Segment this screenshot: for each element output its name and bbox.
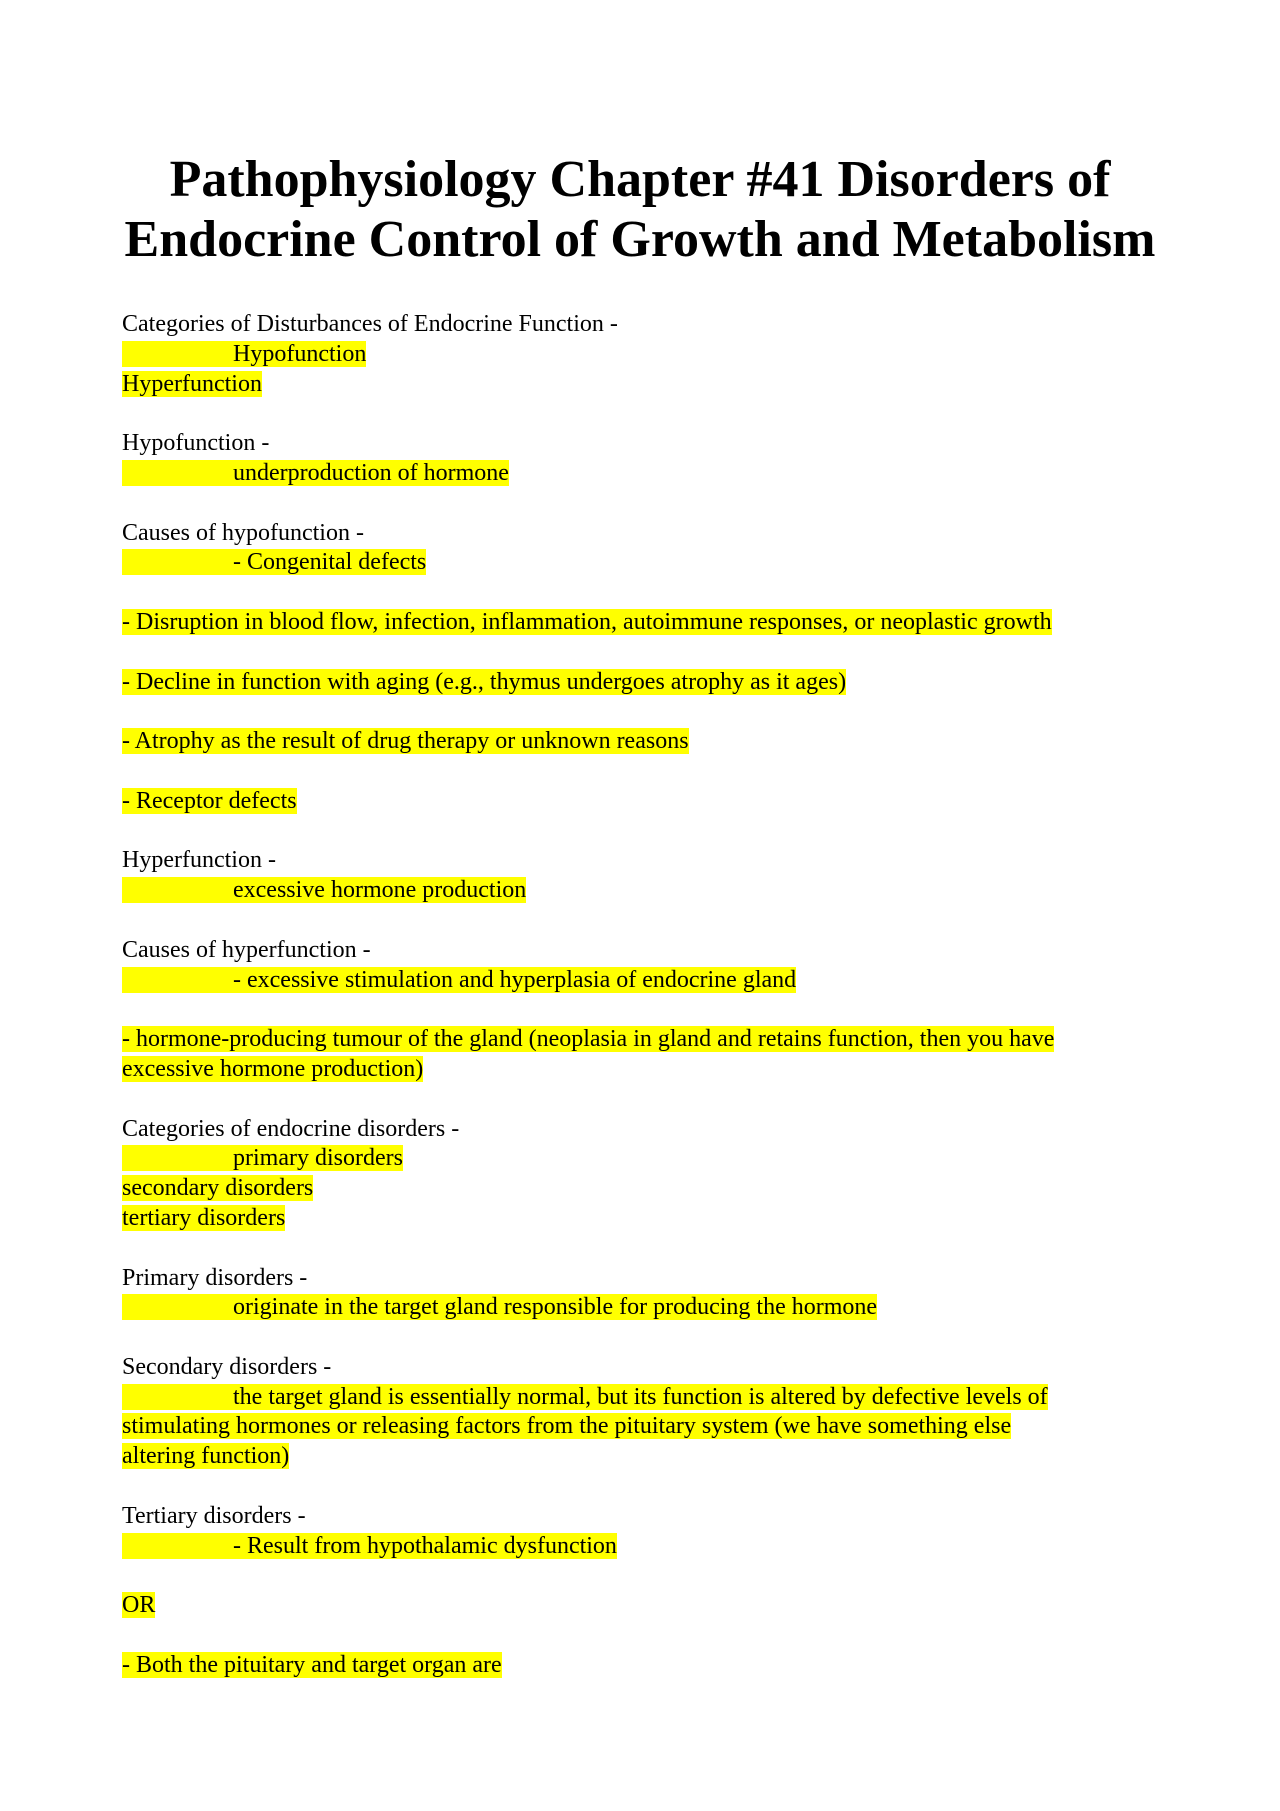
answer-line [122, 787, 1162, 817]
answer-line [122, 1144, 1162, 1174]
highlighted-answer [122, 967, 796, 993]
answer-text: excessive hormone production [233, 877, 527, 904]
answer-line [122, 1174, 1162, 1204]
highlighted-answer [122, 1026, 1054, 1052]
answer-line [122, 1383, 1162, 1413]
highlighted-answer [122, 1175, 313, 1201]
document-title [0, 150, 1280, 270]
question-line: Categories of endocrine disorders - [122, 1115, 460, 1142]
title-line-1: Pathophysiology Chapter #41 Disorders of [169, 151, 1111, 208]
answer-text: altering function) [122, 1443, 290, 1470]
answer-text: - Result from hypothalamic dysfunction [233, 1532, 617, 1559]
blank-line [122, 1621, 1162, 1651]
highlighted-answer [122, 788, 297, 814]
answer-text: - Disruption in blood flow, infection, inflammation, autoimmune responses, or neoplastic growth [122, 608, 1052, 635]
section-gap [122, 1234, 1162, 1264]
answer-line [122, 1591, 1162, 1621]
highlighted-answer [122, 669, 846, 695]
answer-text: Hyperfunction [122, 370, 262, 397]
highlighted-answer [122, 1205, 285, 1231]
section-gap [122, 1472, 1162, 1502]
highlighted-answer [122, 1533, 617, 1559]
question-line: Causes of hyperfunction - [122, 936, 371, 963]
highlighted-answer [122, 1592, 155, 1618]
answer-text: tertiary disorders [122, 1204, 286, 1231]
answer-text: stimulating hormones or releasing factors from the pituitary system (we have something else [122, 1413, 1012, 1440]
answer-text: originate in the target gland responsible for producing the hormone [233, 1294, 878, 1321]
answer-line [122, 370, 1162, 400]
answer-line [122, 459, 1162, 489]
answer-text: excessive hormone production) [122, 1055, 424, 1082]
question-line: Categories of Disturbances of Endocrine Function - [122, 311, 618, 337]
answer-line [122, 1651, 1162, 1681]
blank-line [122, 638, 1162, 668]
answer-line [122, 876, 1162, 906]
highlighted-answer [122, 609, 1052, 635]
title-line-2: Endocrine Control of Growth and Metabolism [124, 211, 1156, 268]
answer-text: - Both the pituitary and target organ are [122, 1651, 502, 1678]
highlighted-answer [122, 728, 689, 754]
answer-text: - Receptor defects [122, 787, 297, 814]
answer-line [122, 966, 1162, 996]
document-body [122, 310, 1162, 1681]
question-line: Hyperfunction - [122, 847, 276, 874]
highlighted-answer [122, 1145, 403, 1171]
answer-text: OR [122, 1592, 156, 1619]
highlighted-answer [122, 1056, 423, 1082]
highlighted-answer [122, 341, 366, 367]
blank-line [122, 757, 1162, 787]
answer-line [122, 340, 1162, 370]
answer-text: - Decline in function with aging (e.g., thymus undergoes atrophy as it ages) [122, 668, 847, 695]
section-gap [122, 817, 1162, 847]
answer-line [122, 1442, 1162, 1472]
highlighted-answer [122, 371, 262, 397]
answer-line [122, 1204, 1162, 1234]
answer-text: - excessive stimulation and hyperplasia of endocrine gland [233, 966, 797, 993]
answer-line [122, 608, 1162, 638]
section-gap [122, 906, 1162, 936]
highlighted-answer [122, 549, 426, 575]
question-line: Causes of hypofunction - [122, 519, 364, 546]
answer-text: the target gland is essentially normal, but its function is altered by defective levels of [233, 1383, 1048, 1410]
section-gap [122, 489, 1162, 519]
highlighted-answer [122, 1294, 877, 1320]
blank-line [122, 697, 1162, 727]
answer-line [122, 548, 1162, 578]
blank-line [122, 995, 1162, 1025]
answer-line [122, 1412, 1162, 1442]
highlighted-answer [122, 877, 526, 903]
section-gap [122, 399, 1162, 429]
highlighted-answer [122, 1384, 1048, 1410]
answer-line [122, 668, 1162, 698]
highlighted-answer [122, 460, 509, 486]
answer-text: - Atrophy as the result of drug therapy or unknown reasons [122, 728, 689, 755]
highlighted-answer [122, 1413, 1011, 1439]
question-line: Tertiary disorders - [122, 1502, 306, 1529]
question-line: Primary disorders - [122, 1264, 308, 1291]
section-gap [122, 1085, 1162, 1115]
answer-line [122, 1293, 1162, 1323]
answer-text: primary disorders [233, 1145, 403, 1172]
answer-text: underproduction of hormone [233, 459, 509, 486]
highlighted-answer [122, 1652, 502, 1678]
answer-text: Hypofunction [233, 340, 367, 367]
blank-line [122, 578, 1162, 608]
answer-line [122, 1055, 1162, 1085]
answer-line [122, 1025, 1162, 1055]
question-line: Hypofunction - [122, 430, 270, 457]
highlighted-answer [122, 1443, 289, 1469]
answer-text: - hormone-producing tumour of the gland (neoplasia in gland and retains function, then you have [122, 1026, 1055, 1053]
answer-line [122, 1532, 1162, 1562]
question-line: Secondary disorders - [122, 1353, 332, 1380]
section-gap [122, 1323, 1162, 1353]
answer-text: secondary disorders [122, 1175, 314, 1202]
answer-line [122, 727, 1162, 757]
answer-text: - Congenital defects [233, 549, 427, 576]
blank-line [122, 1561, 1162, 1591]
